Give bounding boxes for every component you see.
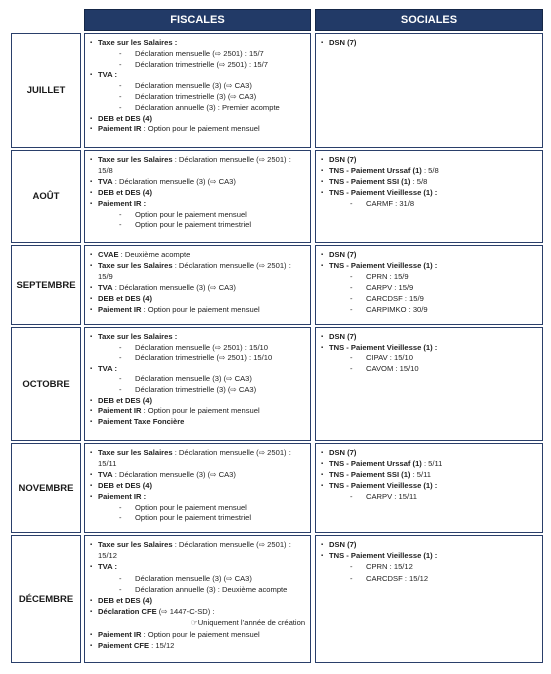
social-line xyxy=(329,261,437,271)
social-line xyxy=(350,198,415,209)
fiscal-line xyxy=(98,607,215,617)
fiscal-line xyxy=(98,261,291,271)
dash-marker: - xyxy=(119,374,122,384)
fiscal-text: Déclaration annuelle (3) : Deuxième acompte xyxy=(135,584,288,594)
fiscal-label: DEB et DES (4) xyxy=(98,395,153,405)
social-line xyxy=(350,282,414,293)
fiscal-cell xyxy=(84,327,311,441)
dash-marker: - xyxy=(350,198,353,208)
fiscal-line xyxy=(119,102,280,113)
social-text: CARPIMKO : 30/9 xyxy=(366,304,428,314)
social-cell xyxy=(315,245,543,325)
fiscal-line xyxy=(98,70,117,80)
fiscal-text: Déclaration mensuelle (3) (⇨ CA3) xyxy=(135,374,252,384)
social-line xyxy=(329,155,356,165)
fiscal-line xyxy=(98,551,117,561)
dash-marker: - xyxy=(119,573,122,583)
social-text: CAVOM : 15/10 xyxy=(366,363,419,373)
dash-marker: - xyxy=(119,81,122,91)
fiscal-text: : Option pour le paiement mensuel xyxy=(141,629,260,639)
fiscal-text: : Déclaration mensuelle (3) (⇨ CA3) xyxy=(112,176,236,186)
fiscal-label: TVA xyxy=(98,176,113,186)
social-line xyxy=(329,481,437,491)
dash-marker: - xyxy=(119,48,122,58)
social-line xyxy=(329,250,356,260)
fiscal-line xyxy=(119,584,288,595)
social-label: TNS - Paiement Vieillesse (1) : xyxy=(329,187,438,197)
fiscal-label: Paiement IR xyxy=(98,124,142,134)
dash-marker: - xyxy=(350,271,353,281)
fiscal-text: 15/8 xyxy=(98,165,113,175)
month-label: OCTOBRE xyxy=(22,378,70,390)
fiscal-label: Paiement IR xyxy=(98,406,142,416)
social-label: TNS - Paiement Vieillesse (1) : xyxy=(329,342,438,352)
social-label: DSN (7) xyxy=(329,332,357,341)
month-cell xyxy=(11,443,81,533)
social-label: TNS - Paiement Vieillesse (1) : xyxy=(329,260,438,270)
month-label: SEPTEMBRE xyxy=(16,279,76,291)
social-cell xyxy=(315,150,543,243)
fiscal-line xyxy=(119,209,247,220)
dash-marker: - xyxy=(119,92,122,101)
dash-marker: - xyxy=(119,220,122,230)
social-text: CARCDSF : 15/12 xyxy=(366,573,429,583)
social-line xyxy=(350,293,424,304)
fiscal-line xyxy=(98,540,291,550)
month-cell xyxy=(11,150,81,243)
fiscal-label: DEB et DES (4) xyxy=(98,293,153,303)
dash-marker: - xyxy=(119,353,122,363)
fiscal-line xyxy=(119,353,273,363)
fiscal-text: Déclaration mensuelle (⇨ 2501) : 15/7 xyxy=(135,48,264,58)
fiscal-line xyxy=(98,294,152,304)
fiscal-cell xyxy=(84,443,311,533)
social-line xyxy=(350,363,419,374)
fiscal-text: Déclaration mensuelle (⇨ 2501) : 15/10 xyxy=(135,342,268,352)
fiscal-line xyxy=(98,630,260,640)
social-label: TNS - Paiement Vieillesse (1) : xyxy=(329,480,438,490)
social-line xyxy=(329,448,356,458)
social-line xyxy=(350,562,413,572)
dash-marker: - xyxy=(350,573,353,583)
fiscal-label: DEB et DES (4) xyxy=(98,596,153,605)
fiscal-line xyxy=(98,177,236,187)
social-text: CARCDSF : 15/9 xyxy=(366,293,424,303)
dash-marker: - xyxy=(350,363,353,373)
fiscal-line xyxy=(98,448,291,458)
social-cell xyxy=(315,33,543,148)
dash-marker: - xyxy=(350,562,353,572)
social-text: : 5/8 xyxy=(421,165,439,175)
social-label: TNS - Paiement SSI (1) xyxy=(329,176,411,186)
fiscal-label: Taxe sur les Salaires xyxy=(98,448,173,457)
fiscal-line xyxy=(98,562,117,572)
social-line xyxy=(329,459,442,469)
social-label: DSN (7) xyxy=(329,250,357,259)
fiscal-line xyxy=(98,406,260,416)
fiscal-text: 15/12 xyxy=(98,551,118,561)
fiscal-line xyxy=(119,59,268,70)
fiscal-line xyxy=(98,364,117,374)
fiscal-text: : Déclaration mensuelle (3) (⇨ CA3) xyxy=(112,469,236,479)
dash-marker: - xyxy=(119,102,122,112)
fiscal-line xyxy=(98,199,146,209)
fiscal-text: 15/9 xyxy=(98,271,113,281)
fiscal-text: Déclaration trimestrielle (⇨ 2501) : 15/7 xyxy=(135,59,268,69)
fiscal-text: Déclaration mensuelle (3) (⇨ CA3) xyxy=(135,573,252,583)
social-text: : 5/11 xyxy=(421,458,443,468)
social-text: CARPV : 15/9 xyxy=(366,282,414,292)
social-label: DSN (7) xyxy=(329,448,357,457)
fiscal-label: Paiement IR : xyxy=(98,198,147,208)
fiscal-label: TVA : xyxy=(98,70,117,80)
dash-marker: - xyxy=(119,584,122,594)
social-line xyxy=(329,38,356,48)
header-fiscales: FISCALES xyxy=(84,9,311,31)
social-line xyxy=(329,188,437,198)
social-label: TNS - Paiement Vieillesse (1) : xyxy=(329,551,438,561)
social-label: TNS - Paiement Urssaf (1) xyxy=(329,165,422,175)
fiscal-text: : Déclaration mensuelle (3) (⇨ CA3) xyxy=(112,282,236,292)
social-line xyxy=(329,177,427,187)
fiscal-text: : Déclaration mensuelle (⇨ 2501) : xyxy=(172,260,291,270)
fiscal-text: Déclaration trimestrielle (⇨ 2501) : 15/10 xyxy=(135,353,273,363)
dash-marker: - xyxy=(119,59,122,69)
social-line xyxy=(329,470,431,480)
social-label: DSN (7) xyxy=(329,540,357,549)
social-text: CARMF : 31/8 xyxy=(366,198,415,208)
social-cell xyxy=(315,443,543,533)
fiscal-line xyxy=(98,459,116,469)
month-cell xyxy=(11,535,81,663)
social-label: DSN (7) xyxy=(329,155,357,164)
fiscal-line xyxy=(119,220,252,230)
fiscal-line xyxy=(98,417,184,427)
fiscal-line xyxy=(98,305,260,315)
social-line xyxy=(350,271,409,282)
fiscal-cell xyxy=(84,150,311,243)
fiscal-label: TVA : xyxy=(98,363,117,373)
social-line xyxy=(329,343,437,353)
fiscal-label: Déclaration CFE xyxy=(98,607,157,617)
social-cell xyxy=(315,327,543,441)
fiscal-cell xyxy=(84,245,311,325)
fiscal-line xyxy=(98,38,177,48)
fiscal-text: Déclaration trimestrielle (3) (⇨ CA3) xyxy=(135,385,257,394)
fiscal-line xyxy=(98,166,113,176)
social-line xyxy=(350,573,429,584)
month-cell xyxy=(11,245,81,325)
fiscal-text: : 15/12 xyxy=(149,640,175,650)
fiscal-label: DEB et DES (4) xyxy=(98,480,153,490)
fiscal-label: DEB et DES (4) xyxy=(98,113,153,123)
fiscal-text: Déclaration annuelle (3) : Premier acompte xyxy=(135,102,280,112)
fiscal-line xyxy=(98,250,190,260)
month-label: DÉCEMBRE xyxy=(18,593,74,605)
dash-marker: - xyxy=(350,304,353,314)
fiscal-line xyxy=(119,81,252,91)
month-label: AOÛT xyxy=(32,191,60,202)
social-text: CPRN : 15/12 xyxy=(366,562,413,572)
month-cell xyxy=(11,327,81,441)
dash-marker: - xyxy=(350,491,353,501)
social-line xyxy=(350,491,417,502)
dash-marker: - xyxy=(350,293,353,303)
social-text: CARPV : 15/11 xyxy=(366,491,417,501)
fiscal-text: 15/11 xyxy=(98,458,117,468)
social-label: TNS - Paiement Urssaf (1) xyxy=(329,458,422,468)
fiscal-label: CVAE xyxy=(98,250,119,259)
fiscal-text: Option pour le paiement trimestriel xyxy=(135,513,252,523)
fiscal-line xyxy=(98,155,291,165)
fiscal-text: Déclaration trimestrielle (3) (⇨ CA3) xyxy=(135,92,257,101)
month-cell xyxy=(11,33,81,148)
fiscal-text: Option pour le paiement mensuel xyxy=(135,502,247,512)
fiscal-label: Paiement IR xyxy=(98,304,142,314)
fiscal-label: TVA xyxy=(98,469,113,479)
fiscal-line xyxy=(98,272,113,282)
dash-marker: - xyxy=(119,385,122,394)
social-label: TNS - Paiement SSI (1) xyxy=(329,469,411,479)
fiscal-label: Taxe sur les Salaires : xyxy=(98,38,178,47)
social-text: : 5/11 xyxy=(410,469,431,479)
fiscal-text: : Deuxième acompte xyxy=(118,250,191,259)
dash-marker: - xyxy=(119,502,122,512)
fiscal-line xyxy=(98,470,236,480)
fiscal-label: Paiement Taxe Foncière xyxy=(98,416,185,426)
month-label: JUILLET xyxy=(26,85,66,96)
fiscal-line xyxy=(98,332,177,342)
header-sociales: SOCIALES xyxy=(315,9,543,31)
social-line xyxy=(350,353,413,363)
fiscal-label: TVA : xyxy=(98,562,117,572)
fiscal-text: Option pour le paiement mensuel xyxy=(135,209,247,219)
month-label: NOVEMBRE xyxy=(18,482,74,494)
social-label: DSN (7) xyxy=(329,38,357,47)
fiscal-label: Taxe sur les Salaires xyxy=(98,155,173,164)
social-text: : 5/8 xyxy=(410,176,428,186)
fiscal-label: Paiement CFE xyxy=(98,640,150,650)
fiscal-line xyxy=(98,481,152,491)
fiscal-label: Taxe sur les Salaires xyxy=(98,260,173,270)
fiscal-text: : Option pour le paiement mensuel xyxy=(141,124,260,134)
dash-marker: - xyxy=(119,342,122,352)
fiscal-text: (⇨ 1447-C-SD) : xyxy=(156,607,215,617)
fiscal-line xyxy=(119,92,257,102)
fiscal-label: Taxe sur les Salaires : xyxy=(98,332,178,341)
social-text: CIPAV : 15/10 xyxy=(366,353,413,363)
fiscal-label: DEB et DES (4) xyxy=(98,187,153,197)
dash-marker: - xyxy=(119,209,122,219)
fiscal-label: Paiement IR : xyxy=(98,491,147,501)
fiscal-label: Paiement IR xyxy=(98,629,142,639)
fiscal-cell xyxy=(84,33,311,148)
fiscal-text: : Déclaration mensuelle (⇨ 2501) : xyxy=(172,155,291,164)
fiscal-line xyxy=(119,502,247,513)
social-text: CPRN : 15/9 xyxy=(366,271,409,281)
fiscal-line xyxy=(119,374,252,384)
fiscal-text: : Déclaration mensuelle (⇨ 2501) : xyxy=(172,448,291,457)
dash-marker: - xyxy=(350,353,353,363)
fiscal-text: : Option pour le paiement mensuel xyxy=(141,406,260,416)
social-line xyxy=(350,304,428,315)
fiscal-label: TVA xyxy=(98,282,113,292)
fiscal-text: : Option pour le paiement mensuel xyxy=(141,304,260,314)
social-line xyxy=(329,332,356,342)
fiscal-line xyxy=(119,385,257,395)
fiscal-line xyxy=(191,618,305,628)
social-line xyxy=(329,540,356,550)
fiscal-line xyxy=(98,124,260,134)
fiscal-line xyxy=(98,492,146,502)
fiscal-line xyxy=(98,114,152,124)
dash-marker: - xyxy=(350,282,353,292)
fiscal-line xyxy=(119,573,252,584)
fiscal-line xyxy=(98,283,236,293)
fiscal-line xyxy=(119,513,252,523)
social-line xyxy=(329,166,439,176)
dash-marker: - xyxy=(119,513,122,523)
fiscal-line xyxy=(119,342,268,353)
fiscal-text: : Déclaration mensuelle (⇨ 2501) : xyxy=(172,540,291,549)
fiscal-cell xyxy=(84,535,311,663)
fiscal-text: ☞Uniquement l’année de création xyxy=(191,618,306,628)
social-cell xyxy=(315,535,543,663)
fiscal-text: Déclaration mensuelle (3) (⇨ CA3) xyxy=(135,81,252,91)
fiscal-line xyxy=(98,641,174,651)
fiscal-line xyxy=(98,396,152,406)
fiscal-line xyxy=(98,596,152,606)
social-line xyxy=(329,551,437,561)
fiscal-text: Option pour le paiement trimestriel xyxy=(135,220,252,230)
fiscal-line xyxy=(119,48,264,59)
fiscal-label: Taxe sur les Salaires xyxy=(98,540,173,549)
fiscal-line xyxy=(98,188,152,198)
